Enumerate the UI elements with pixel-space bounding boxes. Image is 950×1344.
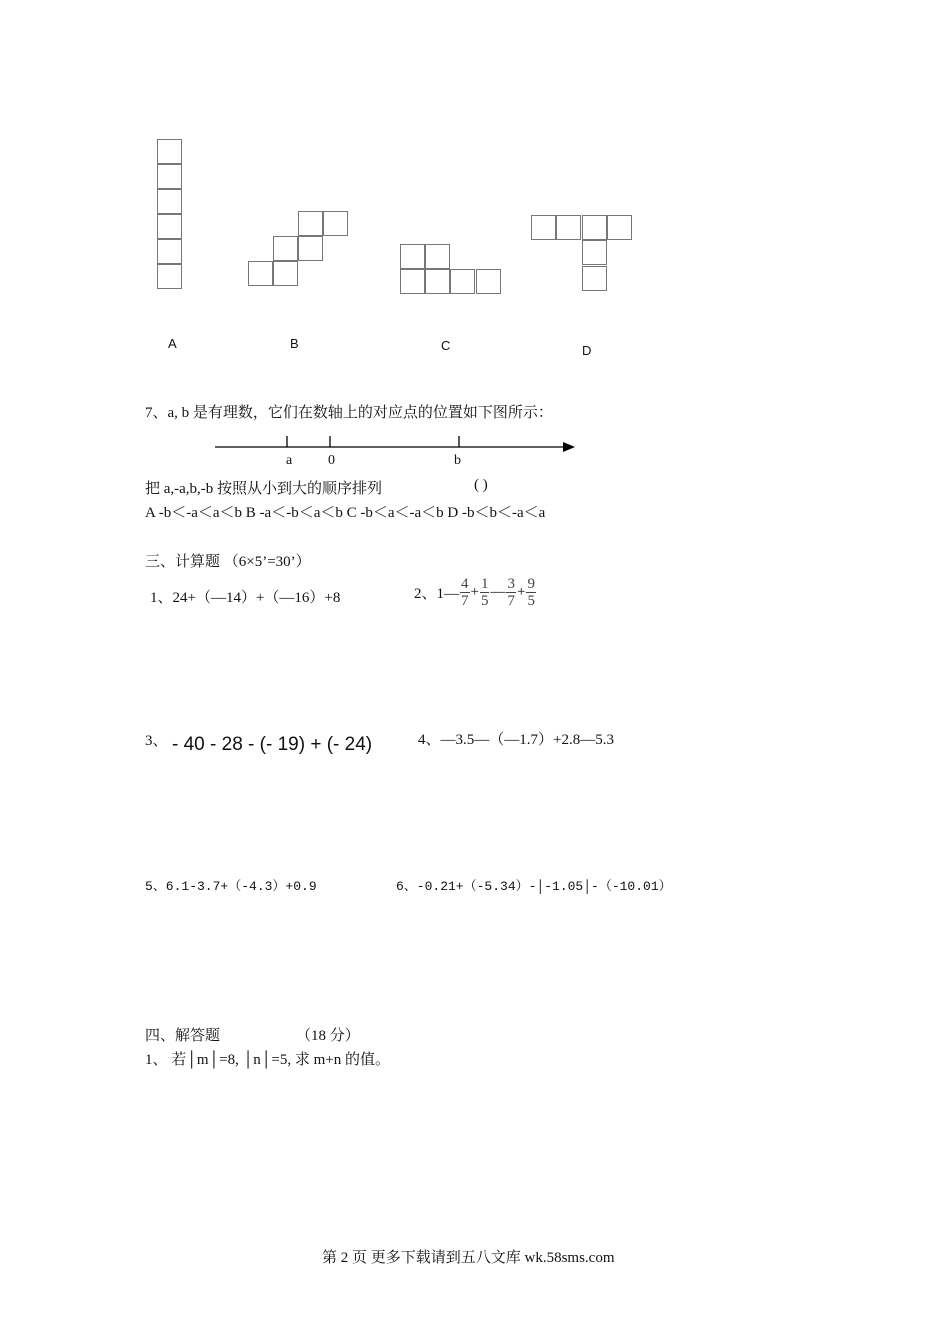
figure-label-b: B — [290, 336, 299, 351]
q7-options: A -b＜-a＜a＜b B -a＜-b＜a＜b C -b＜a＜-a＜b D -b＜b＜-a＜a — [145, 505, 546, 521]
problem-6: 6、-0.21+（-5.34）-│-1.05│-（-10.01） — [396, 879, 672, 894]
problem-4: 4、—3.5—（—1.7）+2.8—5.3 — [418, 732, 614, 748]
grid-cell — [248, 261, 273, 286]
fraction-numerator: 1 — [480, 576, 489, 592]
q7-prompt: 把 a,-a,b,-b 按照从小到大的顺序排列 — [145, 481, 383, 497]
grid-cell — [425, 244, 450, 269]
grid-cell — [607, 215, 632, 240]
grid-cell — [157, 164, 182, 189]
fraction-numerator: 9 — [527, 576, 535, 592]
grid-cell — [450, 269, 475, 294]
problem-2 — [414, 576, 537, 609]
problem-1: 1、24+（—14）+（—16）+8 — [150, 590, 341, 606]
axis-label-0: 0 — [328, 453, 335, 468]
fraction-denominator: 7 — [507, 593, 515, 609]
grid-cell — [400, 244, 425, 269]
grid-cell — [157, 239, 182, 264]
problem-3-expression: - 40 - 28 - (- 19) + (- 24) — [172, 734, 373, 755]
fraction — [506, 576, 516, 609]
problem-5: 5、6.1-3.7+（-4.3）+0.9 — [145, 879, 317, 894]
q7-answer-paren: ( ) — [474, 477, 488, 493]
grid-cell — [425, 269, 450, 294]
grid-cell — [298, 211, 323, 236]
section4-problem-1: 1、 若│m│=8, │n│=5, 求 m+n 的值。 — [145, 1052, 390, 1068]
fraction-denominator: 5 — [527, 593, 535, 609]
operator: — — [490, 584, 506, 600]
grid-cell — [273, 236, 298, 261]
figure-label-a: A — [168, 336, 177, 351]
axis-label-b: b — [454, 453, 461, 468]
grid-cell — [157, 189, 182, 214]
problem-3-label: 3、 — [145, 733, 168, 749]
grid-cell — [323, 211, 348, 236]
figure-label-d: D — [582, 343, 592, 358]
operator: + — [516, 584, 526, 600]
grid-cell — [157, 214, 182, 239]
grid-cell — [556, 215, 581, 240]
figure-label-c: C — [441, 338, 451, 353]
fraction-numerator: 3 — [507, 576, 515, 592]
grid-cell — [582, 266, 607, 291]
grid-cell — [582, 240, 607, 265]
fraction — [480, 576, 490, 609]
problem-2-prefix: 2、1— — [414, 586, 460, 602]
grid-cell — [582, 215, 607, 240]
grid-cell — [298, 236, 323, 261]
grid-cell — [531, 215, 556, 240]
grid-cell — [273, 261, 298, 286]
section3-title: 三、计算题 （6×5’=30’） — [145, 554, 311, 570]
fraction — [460, 576, 470, 609]
operator: + — [470, 584, 479, 600]
page-footer: 第 2 页 更多下载请到五八文库 wk.58sms.com — [322, 1250, 615, 1266]
axis-label-a: a — [286, 453, 293, 468]
fraction — [526, 576, 536, 609]
fraction-numerator: 4 — [461, 576, 469, 592]
section4-score: （18 分） — [296, 1028, 360, 1044]
grid-cell — [476, 269, 501, 294]
grid-cell — [157, 139, 182, 164]
grid-cell — [400, 269, 425, 294]
number-line-arrow — [563, 442, 575, 452]
grid-cell — [157, 264, 182, 289]
section4-title: 四、解答题 — [145, 1028, 221, 1044]
q7-stem: 7、a, b 是有理数，它们在数轴上的对应点的位置如下图所示： — [145, 405, 553, 421]
fraction-denominator: 7 — [461, 593, 469, 609]
number-line — [205, 434, 585, 458]
fraction-denominator: 5 — [480, 593, 489, 609]
